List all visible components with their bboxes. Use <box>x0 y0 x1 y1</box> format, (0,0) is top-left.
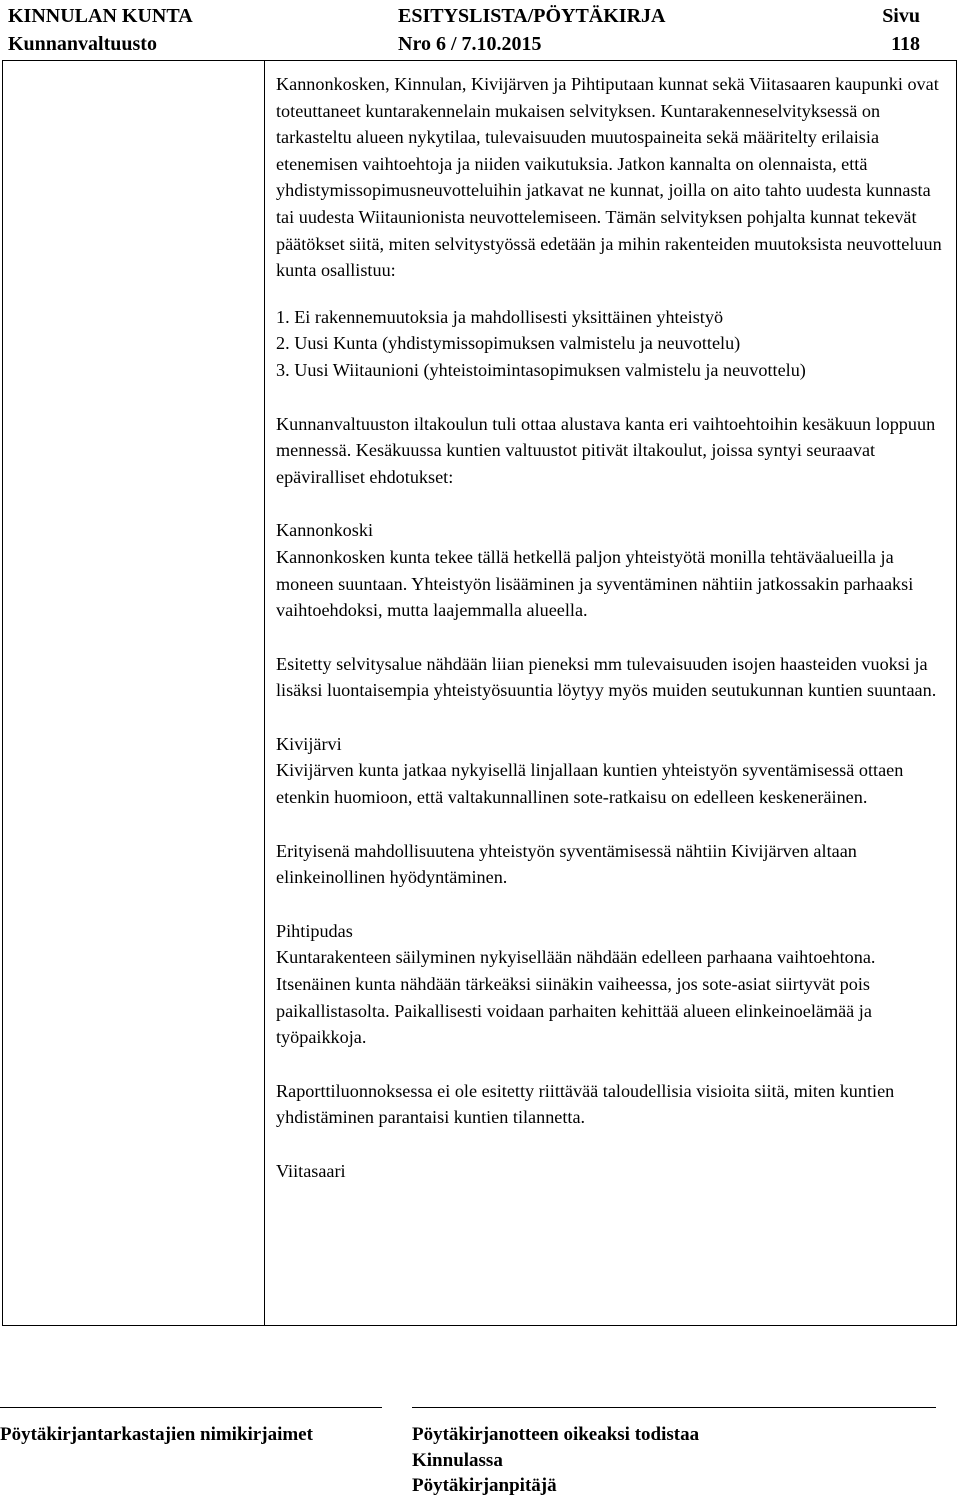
page-label: Sivu <box>882 5 920 27</box>
kannonkoski-paragraph: Esitetty selvitysalue nähdään liian pieneksi mm tulevaisuuden isojen haasteiden vuoksi ja lisäksi luontaisempia yhteistyösuuntia löytyy myös muiden seutukunnan kuntien suuntaan. <box>276 653 937 701</box>
option-item: 3. Uusi Wiitaunioni (yhteistoimintasopimuksen valmistelu ja neuvottelu) <box>276 359 806 380</box>
footer-certification-label: Pöytäkirjanotteen oikeaksi todistaa <box>412 1424 700 1445</box>
pihtipudas-paragraph: Raporttiluonnoksessa ei ole esitetty riittävää taloudellisia visioita siitä, miten kuntien yhdistäminen parantaisi kuntien tilannetta. <box>276 1080 895 1128</box>
kivijarvi-paragraph: Erityisenä mahdollisuutena yhteistyön syventämisessä nähtiin Kivijärven altaan elinkeinollinen hyödyntäminen. <box>276 840 857 888</box>
page-number: 118 <box>891 33 920 55</box>
document-type: ESITYSLISTA/PÖYTÄKIRJA <box>398 5 666 27</box>
footer-place: Kinnulassa <box>412 1450 503 1471</box>
governing-body: Kunnanvaltuusto <box>8 33 157 55</box>
intro-paragraph: Kannonkosken, Kinnulan, Kivijärven ja Pihtiputaan kunnat sekä Viitasaaren kaupunki ovat toteuttaneet kuntarakennelain mukaisen selvityksen. Kuntarakenneselvityksessä on tarkasteltu alueen nykytilaa, tulevaisuuden muutospaineita sekä määritelty erilaisia etenemisen vaihtoehtoja ja niiden vaikutuksia. Jatkon kannalta on olennaista, että yhdistymissopimusneuvotteluihin jatkavat ne kunnat, joilla on aito tahto uudesta kunnasta tai uudesta Wiitaunionista neuvottelemiseen. Tämän selvityksen pohjalta kunnat tekevät päätökset siitä, miten selvitystyössä edetään ja mihin rakenteiden muutoksista neuvotteluun kunta osallistuu: <box>276 74 942 281</box>
kivijarvi-paragraph: Kivijärven kunta jatkaa nykyisellä linjallaan kuntien yhteistyön syventämisessä ottaen etenkin huomioon, että valtakunnallinen sote-ratkaisu on edelleen keskeneräinen. <box>276 760 904 808</box>
section-title-kivijarvi: Kivijärvi <box>276 733 342 754</box>
footer-secretary-label: Pöytäkirjanpitäjä <box>412 1475 557 1496</box>
section-title-viitasaari: Viitasaari <box>276 1161 346 1181</box>
column-divider <box>264 61 265 1325</box>
kannonkoski-paragraph: Kannonkosken kunta tekee tällä hetkellä paljon yhteistyötä monilla tehtäväalueilla ja moneen suuntaan. Yhteistyön lisääminen ja syventäminen nähtiin jatkossakin parhaaksi vaihtoehdoksi, mutta laajemmalla alueella. <box>276 546 914 621</box>
pihtipudas-paragraph: Kuntarakenteen säilyminen nykyisellään nähdään edelleen parhaana vaihtoehtona. Itsenäinen kunta nähdään tärkeäksi siinäkin vaiheessa, jos sote-asiat siirtyvät pois paikallistasolta. Paikallisesti voidaan parhaiten kehittää alueen elinkeinoelämää ja työpaikkoja. <box>276 947 876 1048</box>
footer-rule-left <box>0 1407 382 1408</box>
municipality-name: KINNULAN KUNTA <box>8 5 193 27</box>
option-item: 2. Uusi Kunta (yhdistymissopimuksen valmistelu ja neuvottelu) <box>276 333 741 354</box>
section-title-kannonkoski: Kannonkoski <box>276 520 373 541</box>
footer-rule-right <box>412 1407 936 1408</box>
document-body <box>276 71 946 1185</box>
option-item: 1. Ei rakennemuutoksia ja mahdollisesti yksittäinen yhteistyö <box>276 306 724 327</box>
section-title-pihtipudas: Pihtipudas <box>276 920 353 941</box>
iltakoulu-paragraph: Kunnanvaltuuston iltakoulun tuli ottaa alustava kanta eri vaihtoehtoihin kesäkuun loppuun mennessä. Kesäkuussa kuntien valtuustot pitivät iltakoulut, joissa syntyi seuraavat epäviralliset ehdotukset: <box>276 413 936 487</box>
footer-initials-label: Pöytäkirjantarkastajien nimikirjaimet <box>0 1424 313 1445</box>
meeting-number-date: Nro 6 / 7.10.2015 <box>398 33 542 55</box>
